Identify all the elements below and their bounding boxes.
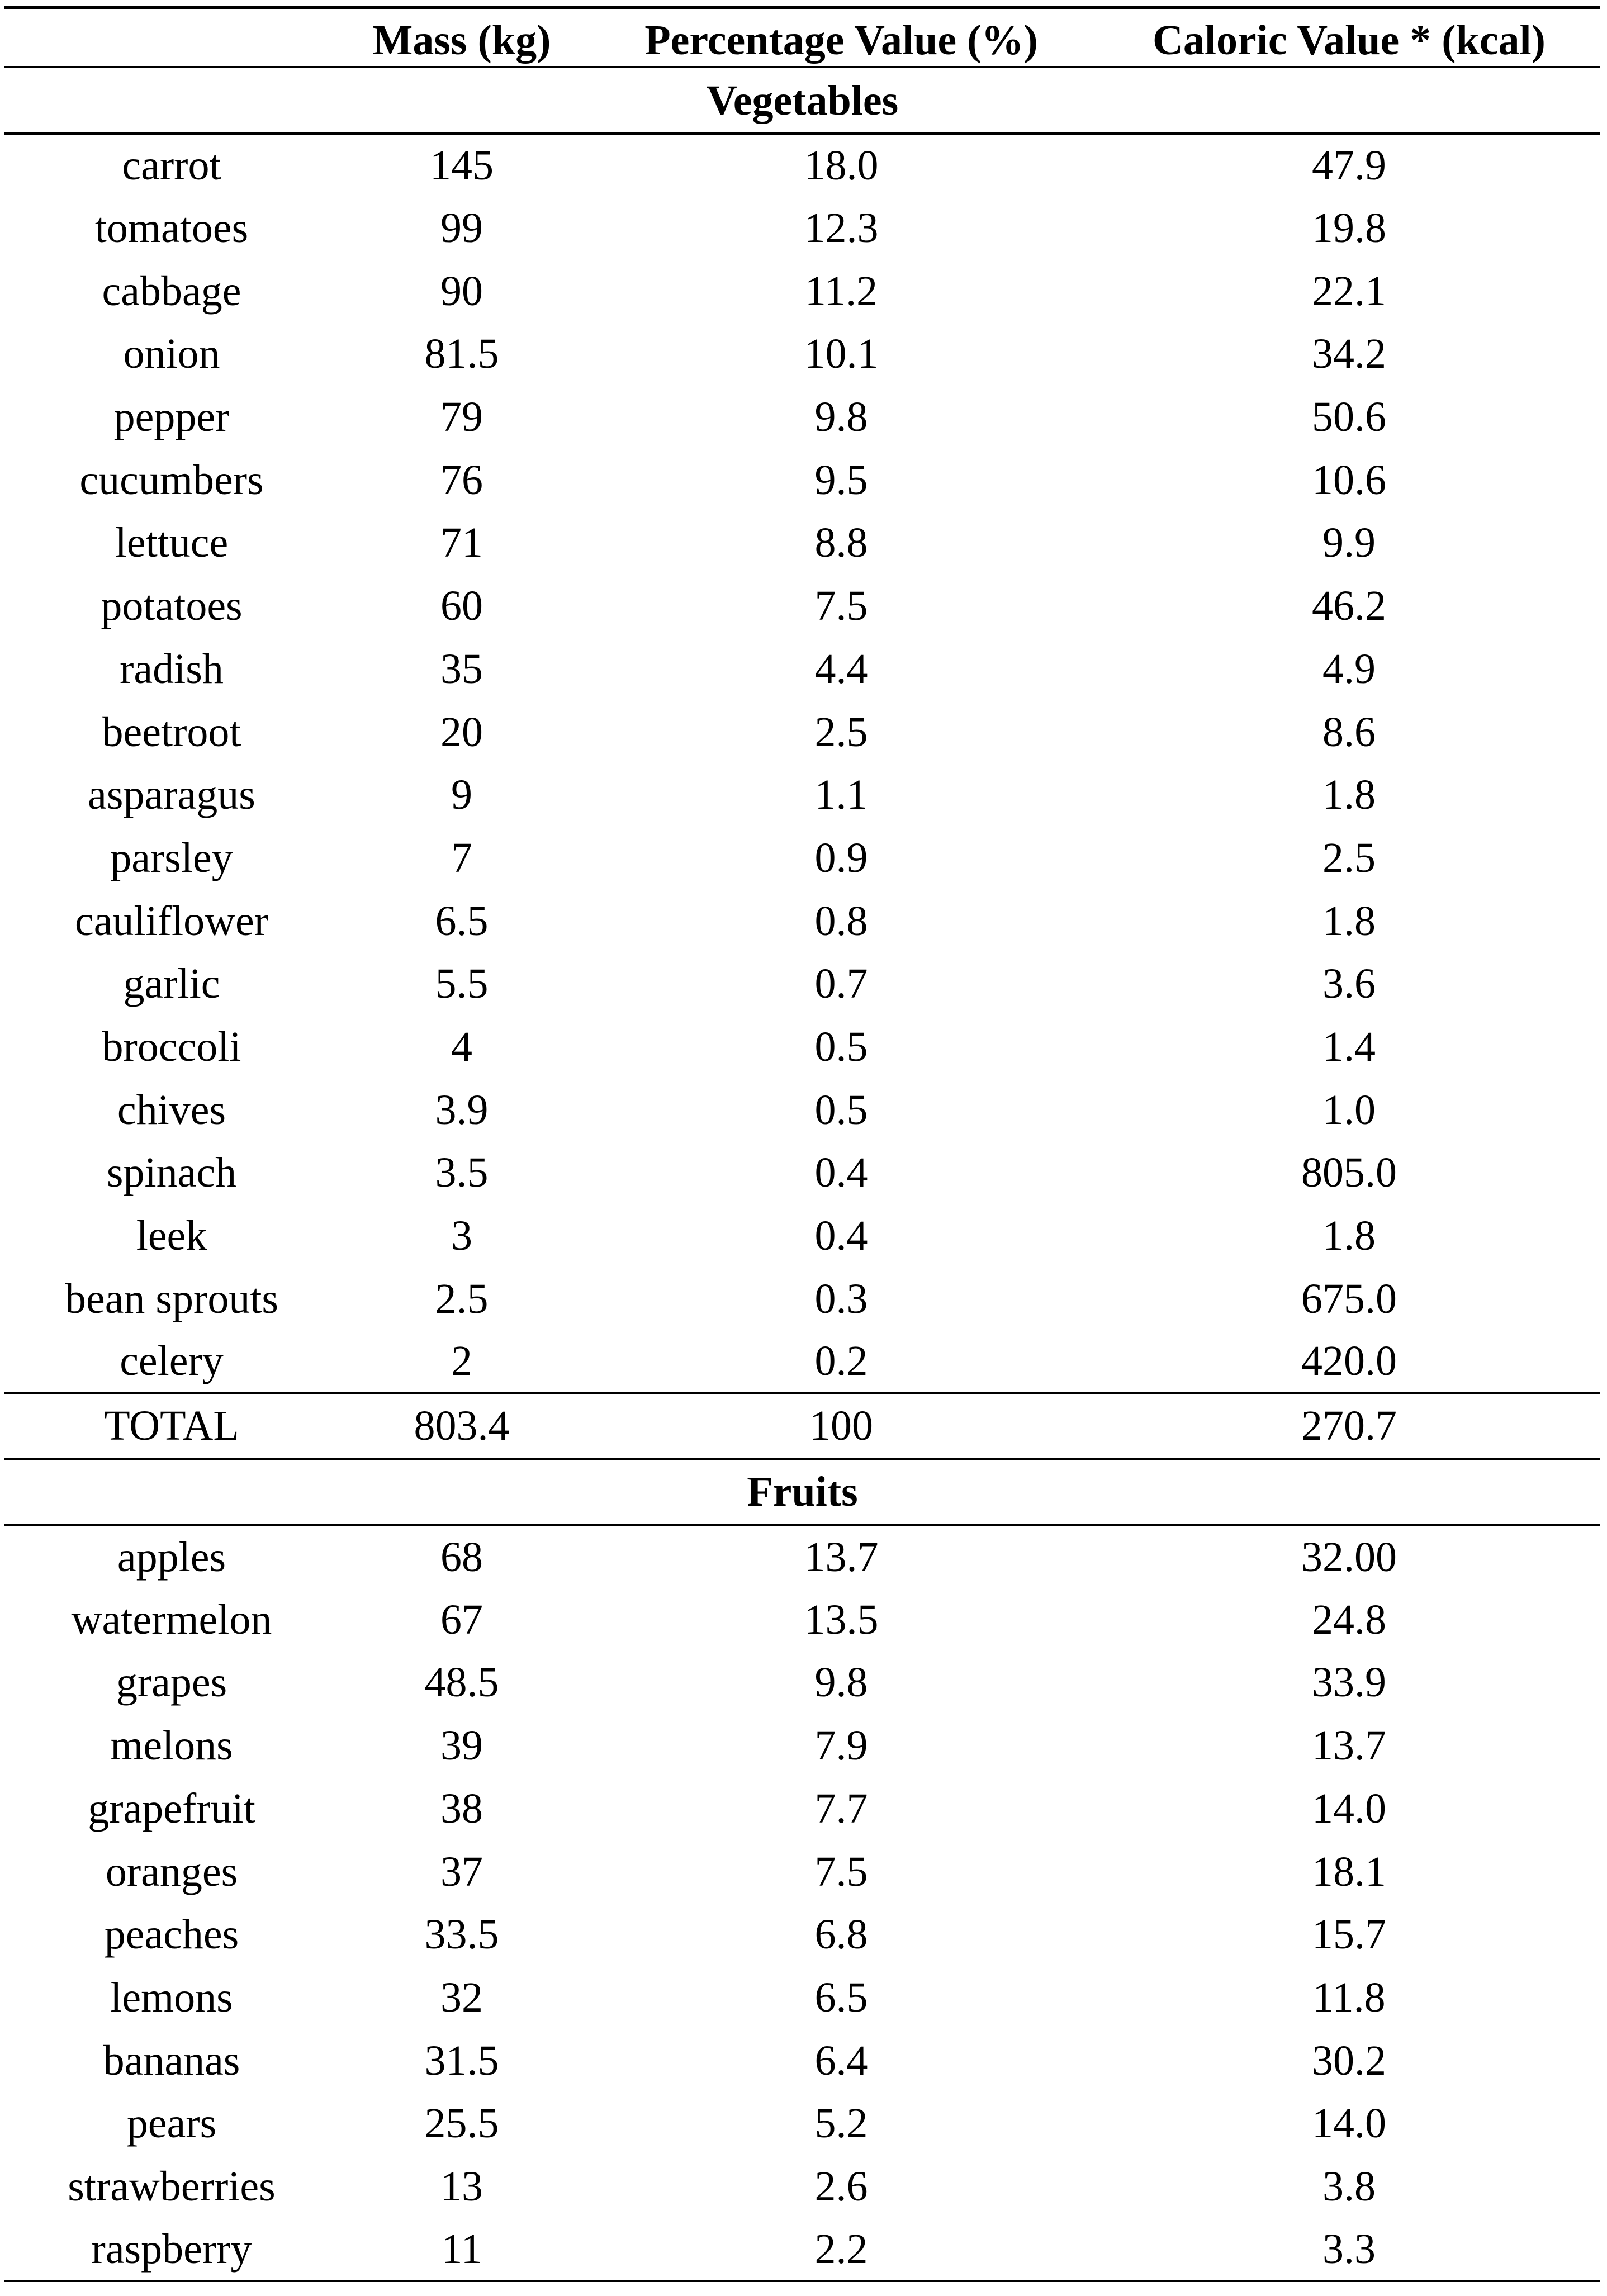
total-mass: 803.4 [339, 1393, 585, 1459]
table-row [4, 952, 1600, 1016]
cell-percentage: 9.8 [814, 1659, 868, 1706]
cell-mass: 11 [339, 2218, 585, 2281]
cell-item: grapes [116, 1659, 227, 1706]
cell-mass: 2.5 [435, 1275, 489, 1322]
cell-percentage: 8.8 [814, 519, 868, 567]
section-heading-fruits: Fruits [4, 1459, 1600, 1525]
total-caloric: 270.7 [1098, 1393, 1600, 1459]
cell-item: radish [120, 645, 224, 692]
cell-percentage: 0.4 [814, 1212, 868, 1260]
table-row [4, 197, 1600, 260]
cell-percentage: 11.2 [804, 267, 878, 315]
cell-item: tomatoes [94, 205, 249, 252]
cell-item: potatoes [101, 582, 243, 630]
cell-caloric: 30.2 [1312, 2037, 1386, 2084]
produce-table [4, 6, 1600, 2282]
cell-caloric: 1.4 [1322, 1023, 1376, 1070]
cell-mass: 25.5 [424, 2100, 499, 2147]
cell-caloric: 46.2 [1312, 582, 1386, 630]
cell-mass: 3 [451, 1212, 472, 1260]
cell-caloric: 11.8 [1312, 1974, 1386, 2021]
cell-caloric: 18.1 [1312, 1848, 1386, 1895]
section-fruits [4, 1459, 1600, 1525]
cell-item: melons [110, 1722, 233, 1770]
cell-item: garlic [123, 960, 220, 1008]
table-row [4, 386, 1600, 449]
cell-percentage: 9.5 [814, 456, 868, 504]
cell-caloric: 1.8 [1322, 1212, 1376, 1260]
cell-mass: 79 [440, 393, 483, 441]
cell-item: cauliflower [74, 897, 269, 945]
cell-caloric: 10.6 [1312, 456, 1386, 504]
table-row [4, 1714, 1600, 1777]
table-row [4, 1651, 1600, 1714]
cell-item: strawberries [68, 2162, 276, 2210]
cell-mass: 20 [440, 708, 483, 756]
cell-item: cabbage [102, 267, 241, 315]
cell-mass: 81.5 [424, 330, 499, 378]
cell-item: beetroot [102, 708, 241, 756]
cell-caloric: 14.0 [1312, 1785, 1386, 1832]
cell-percentage: 2.6 [814, 2162, 868, 2210]
table-row [4, 1267, 1600, 1330]
cell-item: chives [117, 1086, 226, 1133]
cell-caloric: 15.7 [1312, 1911, 1386, 1958]
table-row [4, 1141, 1600, 1204]
table-row [4, 763, 1600, 827]
table-row [4, 1016, 1600, 1079]
cell-item: asparagus [88, 771, 255, 819]
table-row [4, 1588, 1600, 1651]
cell-item: spinach [106, 1149, 237, 1197]
cell-percentage: 9.8 [814, 393, 868, 441]
cell-mass: 13 [440, 2162, 483, 2210]
cell-caloric: 9.9 [1322, 519, 1376, 567]
cell-percentage: 0.9 [814, 834, 868, 881]
table-row [4, 1966, 1600, 2029]
cell-item: parsley [110, 834, 233, 881]
table-row [4, 827, 1600, 890]
cell-mass: 3.9 [435, 1086, 489, 1133]
cell-percentage: 6.8 [814, 1911, 868, 1958]
cell-percentage: 1.1 [814, 771, 868, 819]
cell-mass: 145 [430, 142, 494, 189]
cell-item: grapefruit [88, 1785, 255, 1832]
total-percentage: 100 [585, 1393, 1098, 1459]
table-row [4, 1840, 1600, 1903]
cell-caloric: 3.6 [1322, 960, 1376, 1008]
total-label: TOTAL [4, 1393, 339, 1459]
cell-item: lettuce [115, 519, 229, 567]
cell-mass: 90 [440, 267, 483, 315]
cell-caloric: 4.9 [1322, 645, 1376, 692]
cell-mass: 5.5 [435, 960, 489, 1008]
cell-caloric: 47.9 [1312, 142, 1386, 189]
table-row [4, 575, 1600, 638]
table-row [4, 700, 1600, 763]
header-item [4, 7, 339, 67]
header-row [4, 7, 1600, 67]
cell-item: apples [117, 1534, 226, 1581]
cell-mass: 35 [440, 645, 483, 692]
cell-caloric: 3.8 [1322, 2162, 1376, 2210]
table-row [4, 322, 1600, 386]
cell-mass: 68 [440, 1534, 483, 1581]
cell-mass: 7 [451, 834, 472, 881]
cell-percentage: 0.5 [814, 1086, 868, 1133]
cell-percentage: 10.1 [804, 330, 879, 378]
table-row [4, 638, 1600, 701]
table-row [4, 1078, 1600, 1141]
cell-mass: 60 [440, 582, 483, 630]
cell-percentage: 7.5 [814, 582, 868, 630]
cell-mass: 37 [440, 1848, 483, 1895]
cell-item: oranges [105, 1848, 238, 1895]
cell-mass: 39 [440, 1722, 483, 1770]
table-row [4, 2218, 1600, 2281]
cell-item: leek [136, 1212, 207, 1260]
cell-item: cucumbers [79, 456, 264, 504]
cell-percentage: 2.2 [585, 2218, 1098, 2281]
cell-mass: 9 [451, 771, 472, 819]
table-row [4, 1525, 1600, 1588]
cell-percentage: 6.5 [814, 1974, 868, 2021]
cell-item: carrot [122, 142, 221, 189]
cell-mass: 38 [440, 1785, 483, 1832]
cell-caloric: 2.5 [1322, 834, 1376, 881]
header-caloric: Caloric Value * (kcal) [1098, 7, 1600, 67]
cell-mass: 33.5 [424, 1911, 499, 1958]
cell-caloric: 1.0 [1322, 1086, 1376, 1133]
cell-mass: 76 [440, 456, 483, 504]
cell-caloric: 13.7 [1312, 1722, 1386, 1770]
cell-item: pears [126, 2100, 217, 2147]
cell-mass: 32 [440, 1974, 483, 2021]
cell-caloric: 805.0 [1301, 1149, 1397, 1197]
cell-item: bean sprouts [64, 1275, 279, 1322]
cell-mass: 48.5 [424, 1659, 499, 1706]
cell-percentage: 2.5 [814, 708, 868, 756]
cell-caloric: 32.00 [1301, 1534, 1397, 1581]
cell-mass: 4 [451, 1023, 472, 1070]
cell-percentage: 0.5 [814, 1023, 868, 1070]
cell-item: lemons [110, 1974, 233, 2021]
cell-item: bananas [103, 2037, 240, 2084]
cell-percentage: 7.5 [814, 1848, 868, 1895]
cell-caloric: 24.8 [1312, 1596, 1386, 1643]
total-row [4, 1393, 1600, 1459]
table-row [4, 259, 1600, 322]
cell-mass: 67 [440, 1596, 483, 1643]
cell-percentage: 18.0 [804, 142, 879, 189]
table-row [4, 1330, 1600, 1393]
cell-percentage: 6.4 [814, 2037, 868, 2084]
cell-caloric: 19.8 [1312, 205, 1386, 252]
cell-caloric: 1.8 [1322, 771, 1376, 819]
table-row [4, 1903, 1600, 1966]
table-body [4, 67, 1600, 2281]
cell-caloric: 34.2 [1312, 330, 1386, 378]
cell-percentage: 7.7 [814, 1785, 868, 1832]
nutrition-table-sheet [4, 6, 1600, 2282]
cell-mass: 71 [440, 519, 483, 567]
cell-percentage: 0.8 [814, 897, 868, 945]
section-heading-vegetables: Vegetables [4, 67, 1600, 134]
cell-percentage: 12.3 [804, 205, 879, 252]
cell-percentage: 0.2 [814, 1337, 868, 1385]
table-row [4, 889, 1600, 952]
table-row [4, 1777, 1600, 1840]
table-header [4, 7, 1600, 67]
cell-percentage: 13.7 [804, 1534, 879, 1581]
cell-percentage: 0.3 [814, 1275, 868, 1322]
cell-caloric: 3.3 [1098, 2218, 1600, 2281]
section-vegetables [4, 67, 1600, 134]
cell-item: watermelon [71, 1596, 272, 1643]
table-row [4, 2029, 1600, 2092]
cell-percentage: 4.4 [814, 645, 868, 692]
header-percentage: Percentage Value (%) [585, 7, 1098, 67]
header-mass: Mass (kg) [339, 7, 585, 67]
cell-caloric: 8.6 [1322, 708, 1376, 756]
table-row [4, 134, 1600, 197]
table-row [4, 2155, 1600, 2218]
table-row [4, 2092, 1600, 2155]
cell-caloric: 420.0 [1301, 1337, 1397, 1385]
cell-item: raspberry [4, 2218, 339, 2281]
cell-percentage: 5.2 [814, 2100, 868, 2147]
cell-caloric: 14.0 [1312, 2100, 1386, 2147]
cell-percentage: 7.9 [814, 1722, 868, 1770]
cell-mass: 6.5 [435, 897, 489, 945]
cell-percentage: 0.7 [814, 960, 868, 1008]
cell-mass: 31.5 [424, 2037, 499, 2084]
cell-caloric: 50.6 [1312, 393, 1386, 441]
table-row [4, 511, 1600, 575]
cell-item: onion [123, 330, 220, 378]
table-row [4, 448, 1600, 511]
cell-item: broccoli [102, 1023, 241, 1070]
cell-percentage: 0.4 [814, 1149, 868, 1197]
cell-item: celery [120, 1337, 224, 1385]
cell-mass: 99 [440, 205, 483, 252]
cell-item: pepper [113, 393, 230, 441]
cell-percentage: 13.5 [804, 1596, 879, 1643]
cell-caloric: 1.8 [1322, 897, 1376, 945]
cell-caloric: 22.1 [1312, 267, 1386, 315]
cell-mass: 3.5 [435, 1149, 489, 1197]
cell-caloric: 675.0 [1301, 1275, 1397, 1322]
cell-item: peaches [104, 1911, 239, 1958]
table-row [4, 1204, 1600, 1268]
cell-mass: 2 [451, 1337, 472, 1385]
cell-caloric: 33.9 [1312, 1659, 1386, 1706]
